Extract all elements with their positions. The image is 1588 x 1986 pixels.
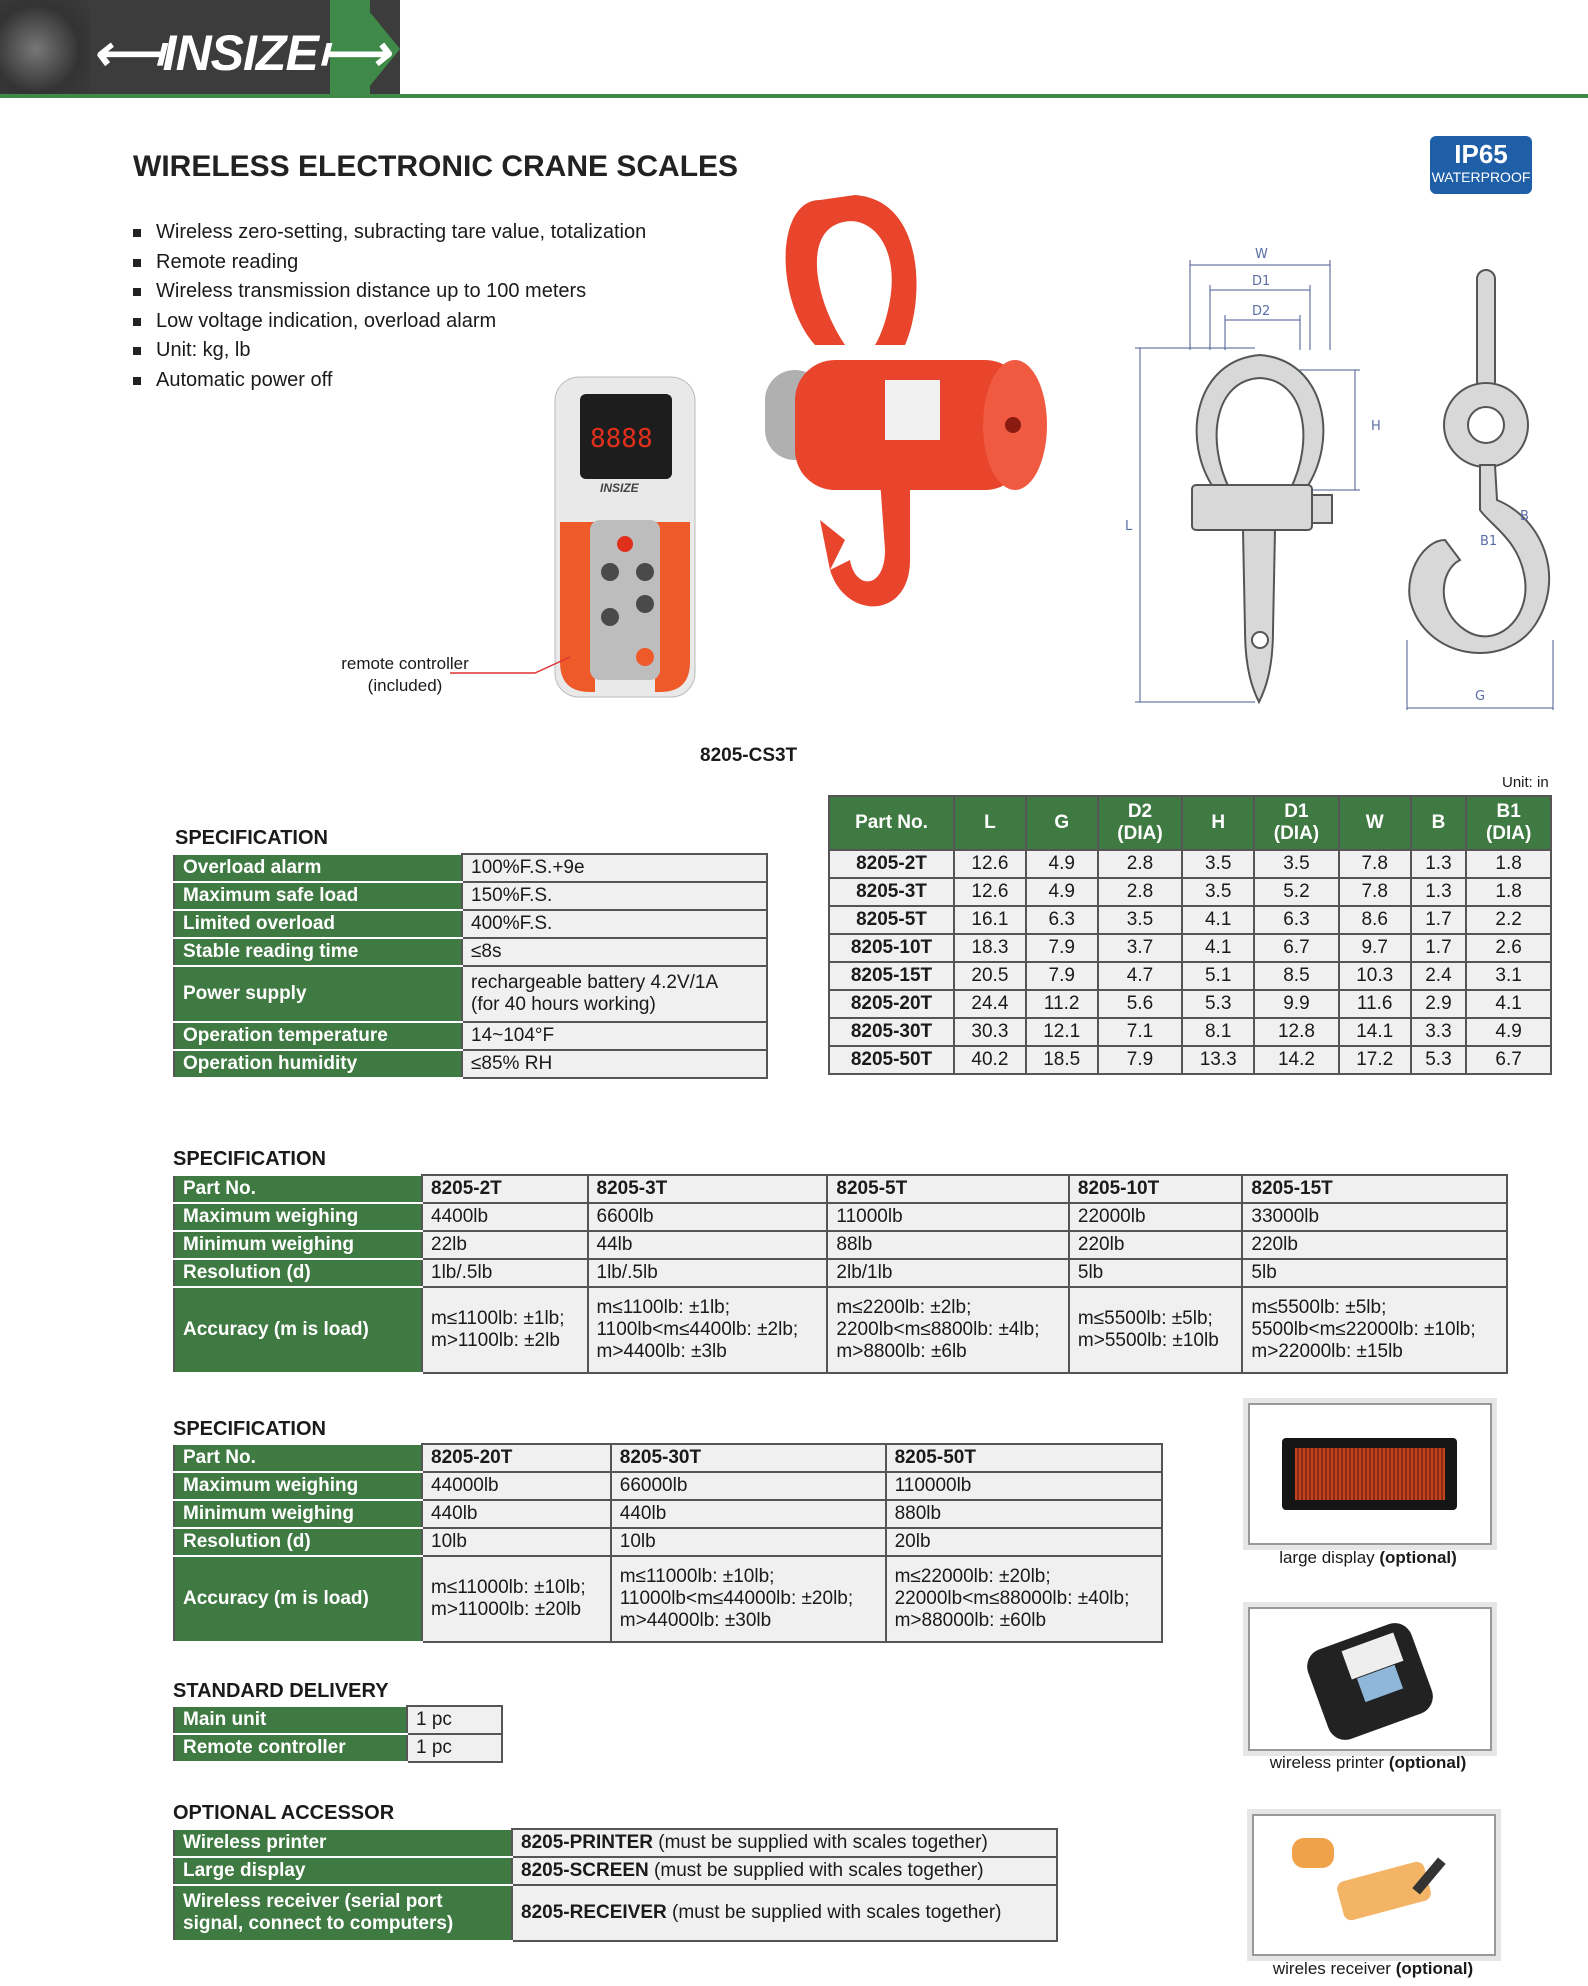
- spec-label: Part No.: [174, 1444, 422, 1472]
- spec2-table: [173, 1174, 1508, 1374]
- bullet-icon: [133, 229, 141, 237]
- dimension-cell: 5.2: [1254, 878, 1339, 906]
- dimension-cell: 1.8: [1466, 850, 1551, 878]
- dimension-cell: 6.7: [1466, 1046, 1551, 1074]
- dimension-cell: 16.1: [954, 906, 1026, 934]
- accessory-heading: OPTIONAL ACCESSOR: [173, 1802, 395, 1824]
- accuracy-cell: m≤11000lb: ±10lb; 11000lb<m≤44000lb: ±20lb; m>44000lb: ±30lb: [611, 1556, 886, 1642]
- bullet-icon: [133, 259, 141, 267]
- dimension-cell: 1.3: [1411, 850, 1467, 878]
- label-b: B: [1520, 509, 1529, 524]
- dimension-cell: 3.3: [1411, 1018, 1467, 1046]
- dimension-cell: 7.8: [1339, 878, 1411, 906]
- dimension-cell: 18.5: [1026, 1046, 1098, 1074]
- spec-value-cell: 880lb: [886, 1500, 1162, 1528]
- dimension-cell: 1.7: [1411, 934, 1467, 962]
- wireless-receiver-caption: wireles receiver (optional): [1272, 1959, 1474, 1978]
- part-number-cell: 8205-5T: [829, 906, 954, 934]
- spec-value-cell: 440lb: [422, 1500, 611, 1528]
- part-number-cell: 8205-30T: [611, 1444, 886, 1472]
- spec-value-cell: 2lb/1lb: [827, 1259, 1068, 1287]
- part-number-cell: 8205-10T: [829, 934, 954, 962]
- ip-label: WATERPROOF: [1431, 169, 1531, 185]
- spec-value-cell: 1lb/.5lb: [422, 1259, 588, 1287]
- dimension-cell: 20.5: [954, 962, 1026, 990]
- part-number-cell: 8205-3T: [588, 1175, 828, 1203]
- bullet-icon: [133, 318, 141, 326]
- dimension-cell: 6.3: [1026, 906, 1098, 934]
- spec1-label: Operation temperature: [174, 1022, 462, 1050]
- spec-label: Maximum weighing: [174, 1203, 422, 1231]
- dimension-cell: 8.6: [1339, 906, 1411, 934]
- spec-value-cell: 220lb: [1069, 1231, 1243, 1259]
- table-row: [174, 1556, 1162, 1642]
- spec1-label: Overload alarm: [174, 854, 462, 882]
- accuracy-cell: m≤22000lb: ±20lb; 22000lb<m≤88000lb: ±40lb; m>88000lb: ±60lb: [886, 1556, 1162, 1642]
- dimension-cell: 4.1: [1182, 934, 1254, 962]
- label-h: H: [1371, 419, 1381, 434]
- feature-item: Automatic power off: [133, 366, 646, 396]
- spec-value-cell: 5lb: [1242, 1259, 1507, 1287]
- table-row: [174, 1472, 1162, 1500]
- spec-value-cell: 440lb: [611, 1500, 886, 1528]
- dimension-cell: 9.9: [1254, 990, 1339, 1018]
- dim-header-cell: W: [1339, 796, 1411, 850]
- spec1-label: Operation humidity: [174, 1050, 462, 1078]
- feature-item: Unit: kg, lb: [133, 336, 646, 366]
- ip65-badge: [1430, 136, 1532, 194]
- spec3-heading: SPECIFICATION: [173, 1418, 326, 1440]
- spec-value-cell: 6600lb: [588, 1203, 828, 1231]
- dimension-cell: 1.3: [1411, 878, 1467, 906]
- brand-logo: ⟻INSIZE⟼: [92, 25, 389, 81]
- dimension-drawing: [1125, 240, 1555, 710]
- remote-caption: remote controller (included): [341, 654, 469, 695]
- dimension-cell: 7.1: [1098, 1018, 1183, 1046]
- dimension-cell: 2.8: [1098, 850, 1183, 878]
- dimension-cell: 5.6: [1098, 990, 1183, 1018]
- table-row: [174, 1175, 1507, 1203]
- controller-logo: INSIZE: [600, 481, 639, 495]
- table-row: [829, 1018, 1551, 1046]
- feature-list: [133, 218, 646, 395]
- dimension-cell: 13.3: [1182, 1046, 1254, 1074]
- accuracy-cell: m≤1100lb: ±1lb; 1100lb<m≤4400lb: ±2lb; m>4400lb: ±3lb: [588, 1287, 828, 1373]
- spec-value-cell: 44000lb: [422, 1472, 611, 1500]
- table-row: [174, 1203, 1507, 1231]
- accessory-table: Wireless printer 8205-PRINTER (must be supplied with scales together) Large display 8205-SCREEN (must be supplied with scales together) Wireless receiver (serial port signal, connect to computers) 8205-RECEIVER (must be supplied with scales together): [173, 1828, 1058, 1942]
- part-number-cell: 8205-2T: [422, 1175, 588, 1203]
- dimension-cell: 12.1: [1026, 1018, 1098, 1046]
- dimension-cell: 30.3: [954, 1018, 1026, 1046]
- part-number-cell: 8205-10T: [1069, 1175, 1243, 1203]
- dimension-cell: 2.8: [1098, 878, 1183, 906]
- dimension-table: [828, 795, 1552, 1075]
- table-row: [829, 906, 1551, 934]
- spec-value-cell: 66000lb: [611, 1472, 886, 1500]
- dimension-cell: 4.9: [1026, 878, 1098, 906]
- spec-value-cell: 20lb: [886, 1528, 1162, 1556]
- feature-item: Remote reading: [133, 248, 646, 278]
- accuracy-cell: m≤1100lb: ±1lb; m>1100lb: ±2lb: [422, 1287, 588, 1373]
- spec-value-cell: 10lb: [611, 1528, 886, 1556]
- label-l: L: [1125, 519, 1133, 534]
- table-row: [174, 1500, 1162, 1528]
- feature-item: Low voltage indication, overload alarm: [133, 307, 646, 337]
- crane-scale-image: [735, 180, 1075, 680]
- dimension-cell: 2.4: [1411, 962, 1467, 990]
- spec1-label: Maximum safe load: [174, 882, 462, 910]
- dimension-cell: 8.1: [1182, 1018, 1254, 1046]
- dim-header-cell: H: [1182, 796, 1254, 850]
- delivery-table: Main unit 1 pc Remote controller 1 pc: [173, 1705, 503, 1763]
- table-row: [829, 934, 1551, 962]
- spec1-heading: SPECIFICATION: [175, 827, 328, 849]
- dimension-cell: 3.1: [1466, 962, 1551, 990]
- wireless-printer-image: [1248, 1607, 1492, 1751]
- dimension-cell: 3.5: [1098, 906, 1183, 934]
- dim-header-cell: L: [954, 796, 1026, 850]
- dimension-cell: 7.9: [1098, 1046, 1183, 1074]
- dimension-cell: 4.1: [1466, 990, 1551, 1018]
- dimension-cell: 4.1: [1182, 906, 1254, 934]
- part-number-cell: 8205-20T: [422, 1444, 611, 1472]
- dim-header-cell: G: [1026, 796, 1098, 850]
- dimension-cell: 1.7: [1411, 906, 1467, 934]
- wireless-receiver-image: [1252, 1814, 1496, 1956]
- part-number-cell: 8205-50T: [886, 1444, 1162, 1472]
- spec-label: Maximum weighing: [174, 1472, 422, 1500]
- accuracy-cell: m≤2200lb: ±2lb; 2200lb<m≤8800lb: ±4lb; m>8800lb: ±6lb: [827, 1287, 1068, 1373]
- dimension-cell: 18.3: [954, 934, 1026, 962]
- dimension-cell: 12.6: [954, 878, 1026, 906]
- spec3-table: [173, 1443, 1163, 1643]
- model-caption: 8205-CS3T: [700, 745, 798, 766]
- dimension-cell: 5.3: [1411, 1046, 1467, 1074]
- dimension-cell: 8.5: [1254, 962, 1339, 990]
- dimension-cell: 4.9: [1466, 1018, 1551, 1046]
- table-row: [174, 1287, 1507, 1373]
- part-number-cell: 8205-5T: [827, 1175, 1068, 1203]
- dimension-cell: 6.7: [1254, 934, 1339, 962]
- dimension-cell: 9.7: [1339, 934, 1411, 962]
- dimension-cell: 12.6: [954, 850, 1026, 878]
- large-display-caption: large display (optional): [1279, 1548, 1457, 1567]
- feature-item: Wireless zero-setting, subracting tare value, totalization: [133, 218, 646, 248]
- controller-display: 8888: [590, 424, 653, 454]
- accuracy-cell: m≤5500lb: ±5lb; 5500lb<m≤22000lb: ±10lb; m>22000lb: ±15lb: [1242, 1287, 1507, 1373]
- spec1-label: Limited overload: [174, 910, 462, 938]
- table-row: [829, 878, 1551, 906]
- dimension-cell: 24.4: [954, 990, 1026, 1018]
- dimension-cell: 2.2: [1466, 906, 1551, 934]
- spec-value-cell: 5lb: [1069, 1259, 1243, 1287]
- spec-value-cell: 11000lb: [827, 1203, 1068, 1231]
- dimension-cell: 3.7: [1098, 934, 1183, 962]
- spec-label: Minimum weighing: [174, 1500, 422, 1528]
- dimension-cell: 3.5: [1182, 878, 1254, 906]
- spec-value-cell: 220lb: [1242, 1231, 1507, 1259]
- dim-header-cell: B: [1411, 796, 1467, 850]
- table-row: [829, 990, 1551, 1018]
- dimension-cell: 14.1: [1339, 1018, 1411, 1046]
- dimension-cell: 2.9: [1411, 990, 1467, 1018]
- dimension-cell: 7.8: [1339, 850, 1411, 878]
- dim-header-cell: B1 (DIA): [1466, 796, 1551, 850]
- spec-value-cell: 88lb: [827, 1231, 1068, 1259]
- spec-label: Resolution (d): [174, 1259, 422, 1287]
- dimension-cell: 3.5: [1254, 850, 1339, 878]
- part-number-cell: 8205-30T: [829, 1018, 954, 1046]
- spec-value-cell: 33000lb: [1242, 1203, 1507, 1231]
- part-number-cell: 8205-2T: [829, 850, 954, 878]
- table-row: [174, 1231, 1507, 1259]
- delivery-heading: STANDARD DELIVERY: [173, 1680, 389, 1702]
- accuracy-cell: m≤11000lb: ±10lb; m>11000lb: ±20lb: [422, 1556, 611, 1642]
- spec-value-cell: 22000lb: [1069, 1203, 1243, 1231]
- table-row: [829, 1046, 1551, 1074]
- dimension-cell: 5.1: [1182, 962, 1254, 990]
- spec-label: Accuracy (m is load): [174, 1287, 422, 1373]
- table-row: [829, 962, 1551, 990]
- dimension-cell: 6.3: [1254, 906, 1339, 934]
- dimension-cell: 12.8: [1254, 1018, 1339, 1046]
- dimension-cell: 11.6: [1339, 990, 1411, 1018]
- spec-value-cell: 22lb: [422, 1231, 588, 1259]
- part-number-cell: 8205-15T: [1242, 1175, 1507, 1203]
- dim-header-cell: Part No.: [829, 796, 954, 850]
- unit-note: Unit: in: [1502, 774, 1549, 791]
- header-rule: [0, 94, 1588, 98]
- dimension-cell: 40.2: [954, 1046, 1026, 1074]
- dimension-cell: 7.9: [1026, 934, 1098, 962]
- dimension-cell: 5.3: [1182, 990, 1254, 1018]
- wireless-printer-caption: wireless printer (optional): [1269, 1753, 1467, 1772]
- spec-label: Part No.: [174, 1175, 422, 1203]
- dimension-cell: 11.2: [1026, 990, 1098, 1018]
- spec2-heading: SPECIFICATION: [173, 1148, 326, 1170]
- spec-label: Resolution (d): [174, 1528, 422, 1556]
- dimension-cell: 10.3: [1339, 962, 1411, 990]
- ip-rating: IP65: [1454, 139, 1508, 169]
- remote-controller-image: [550, 372, 700, 702]
- dimension-cell: 1.8: [1466, 878, 1551, 906]
- dimension-cell: 4.7: [1098, 962, 1183, 990]
- label-b1: B1: [1480, 534, 1498, 549]
- spec-label: Accuracy (m is load): [174, 1556, 422, 1642]
- label-d1: D1: [1252, 274, 1271, 289]
- dimension-cell: 14.2: [1254, 1046, 1339, 1074]
- dim-header-cell: D2 (DIA): [1098, 796, 1183, 850]
- table-row: [174, 1528, 1162, 1556]
- dim-header-cell: D1 (DIA): [1254, 796, 1339, 850]
- bullet-icon: [133, 377, 141, 385]
- spec-value-cell: 4400lb: [422, 1203, 588, 1231]
- spec1-label: Stable reading time: [174, 938, 462, 966]
- table-row: [829, 850, 1551, 878]
- part-number-cell: 8205-50T: [829, 1046, 954, 1074]
- table-row: [174, 1259, 1507, 1287]
- spec-value-cell: 1lb/.5lb: [588, 1259, 828, 1287]
- label-g: G: [1475, 689, 1486, 704]
- table-row: [174, 1444, 1162, 1472]
- dimension-cell: 4.9: [1026, 850, 1098, 878]
- label-w: W: [1255, 247, 1268, 262]
- feature-item: Wireless transmission distance up to 100 meters: [133, 277, 646, 307]
- spec-value-cell: 10lb: [422, 1528, 611, 1556]
- dimension-cell: 2.6: [1466, 934, 1551, 962]
- part-number-cell: 8205-20T: [829, 990, 954, 1018]
- spec1-label: Power supply: [174, 966, 462, 1022]
- spec1-table: Overload alarm 100%F.S.+9e Maximum safe load 150%F.S. Limited overload 400%F.S. Stable reading time ≤8s Power supply rechargeable battery 4.2V/1A (for 40 hours working) Operation temperature 14~104°F Operation humidity ≤85% RH: [173, 853, 768, 1079]
- spec-value-cell: 110000lb: [886, 1472, 1162, 1500]
- part-number-cell: 8205-15T: [829, 962, 954, 990]
- dimension-cell: 17.2: [1339, 1046, 1411, 1074]
- header-gear-image: [0, 0, 90, 98]
- label-d2: D2: [1252, 304, 1271, 319]
- spec-label: Minimum weighing: [174, 1231, 422, 1259]
- spec-value-cell: 44lb: [588, 1231, 828, 1259]
- accuracy-cell: m≤5500lb: ±5lb; m>5500lb: ±10lb: [1069, 1287, 1243, 1373]
- part-number-cell: 8205-3T: [829, 878, 954, 906]
- large-display-image: [1248, 1403, 1492, 1545]
- dimension-cell: 3.5: [1182, 850, 1254, 878]
- bullet-icon: [133, 347, 141, 355]
- dimension-cell: 7.9: [1026, 962, 1098, 990]
- bullet-icon: [133, 288, 141, 296]
- page-title: WIRELESS ELECTRONIC CRANE SCALES: [133, 150, 739, 183]
